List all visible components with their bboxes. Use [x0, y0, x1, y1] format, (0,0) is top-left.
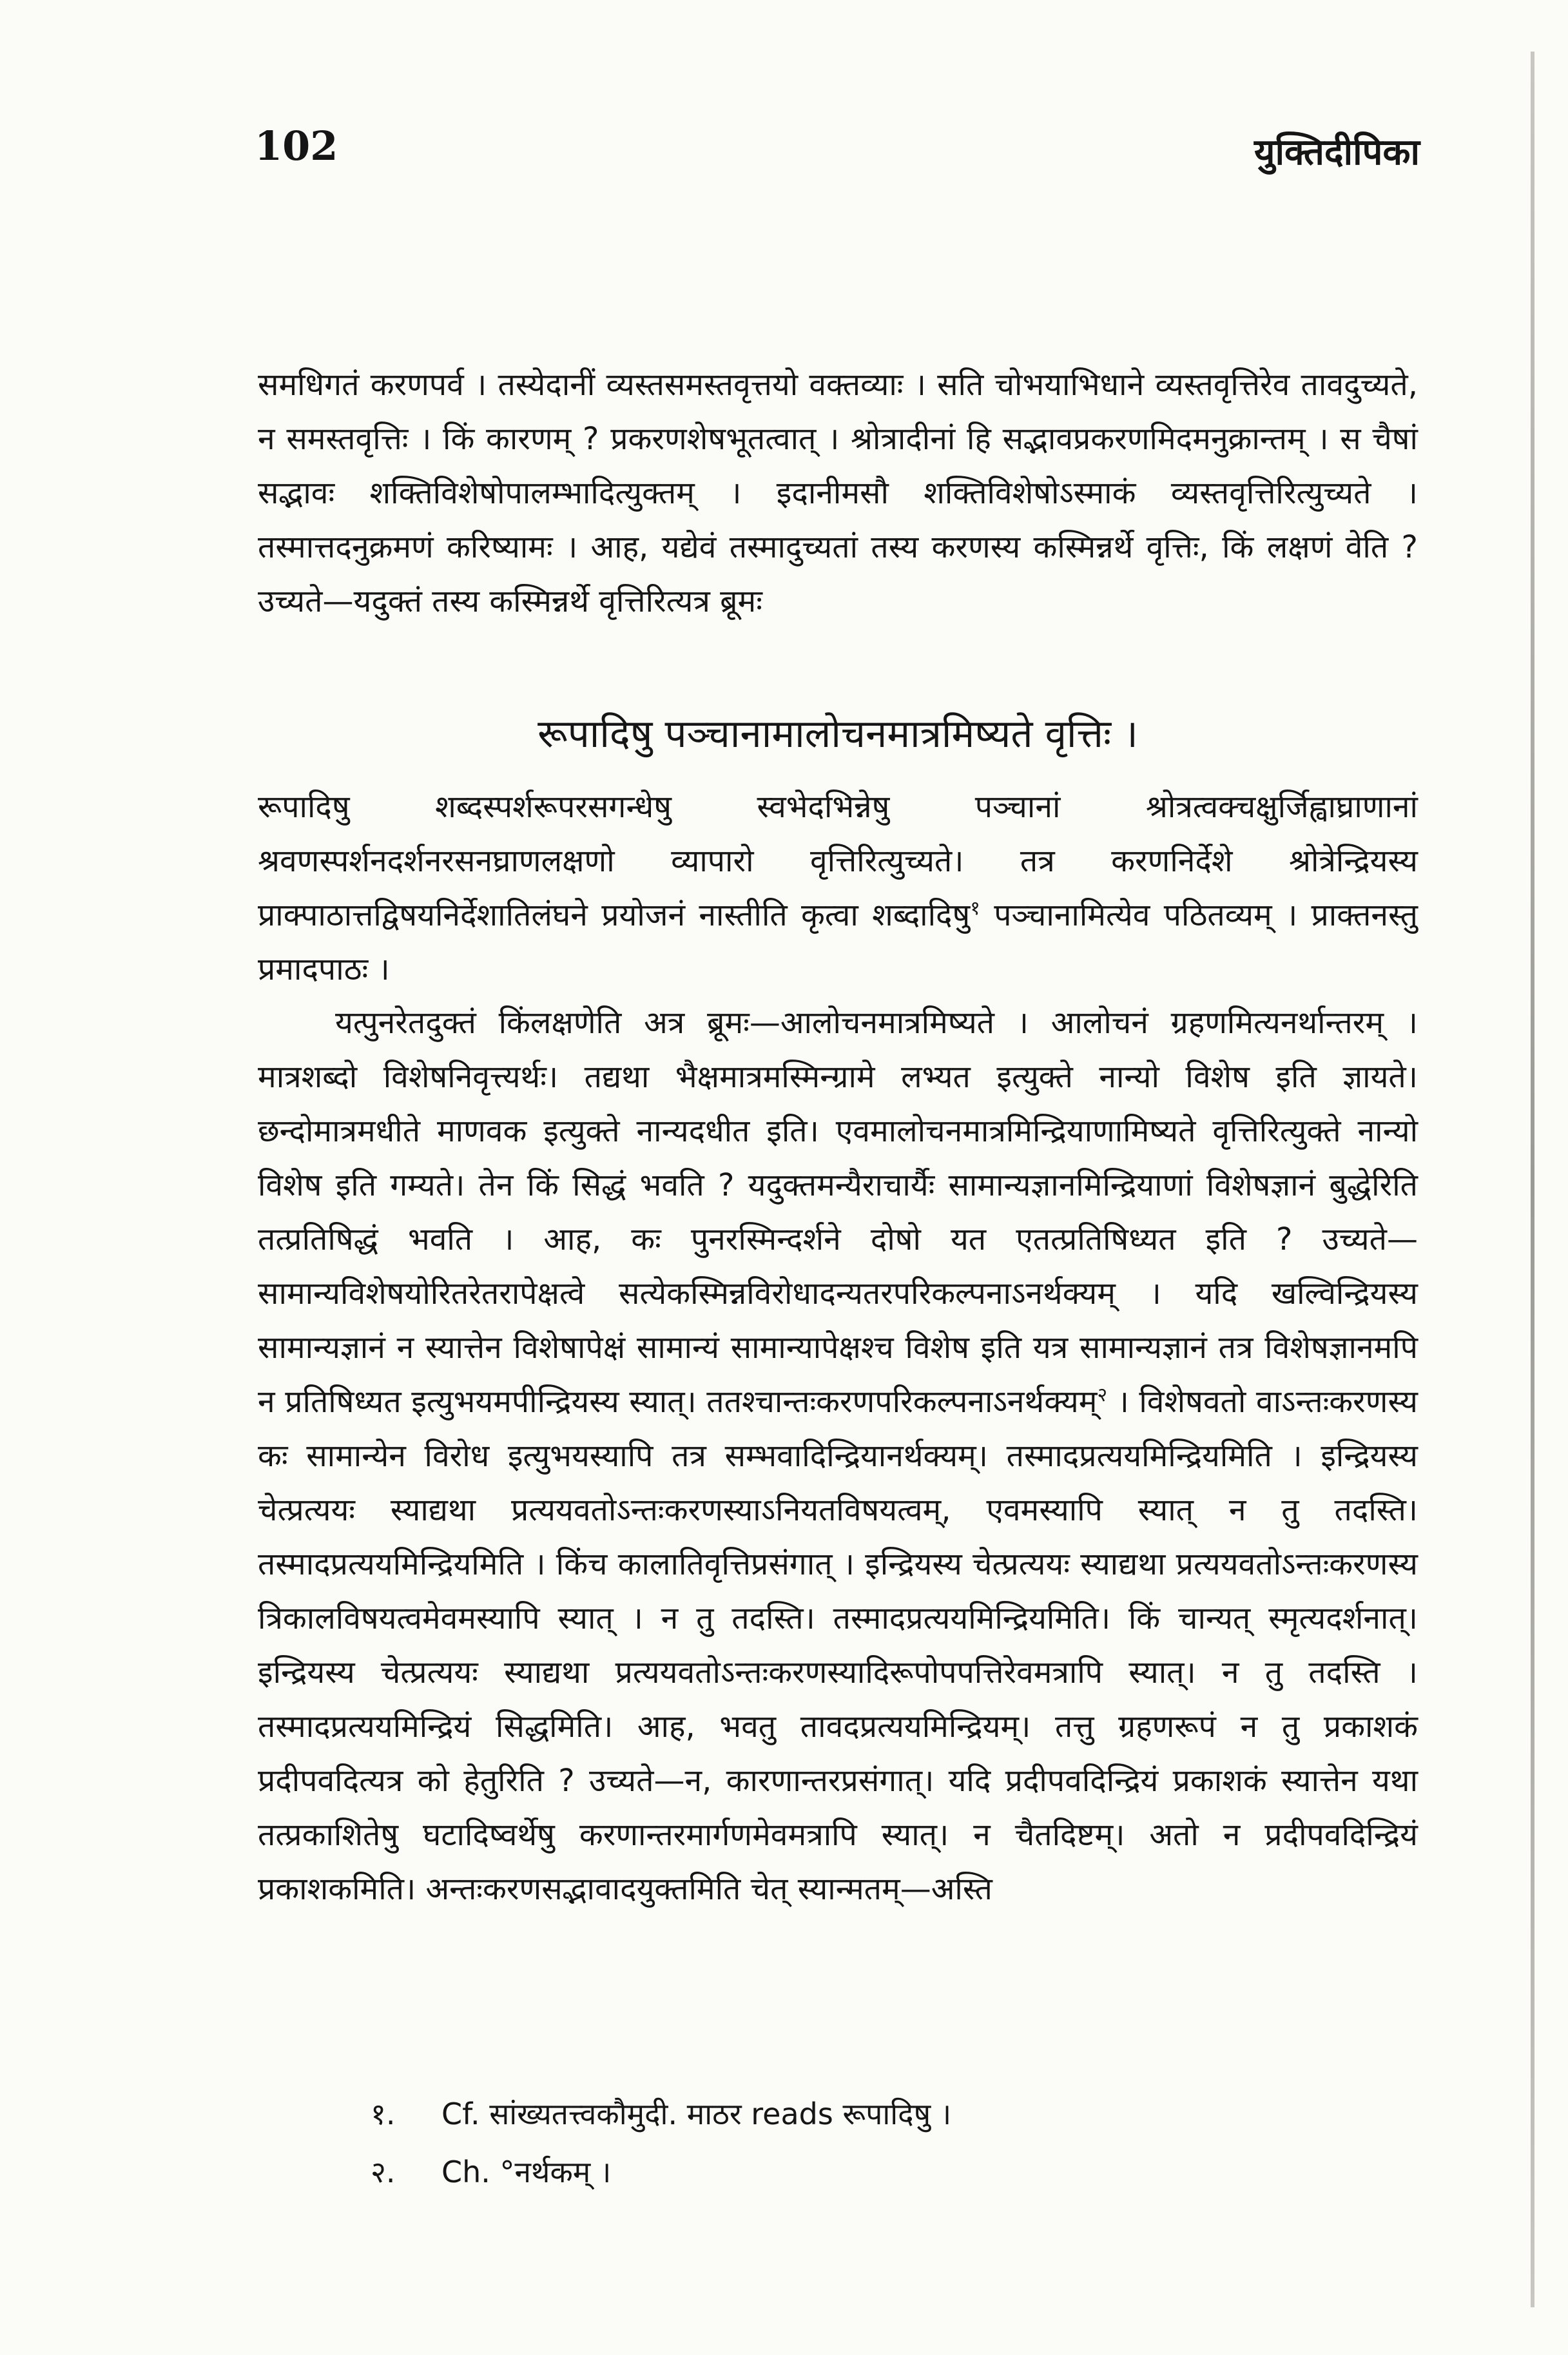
- paragraph-3: [258, 996, 1418, 1916]
- sutra-verse: रूपादिषु पञ्चानामालोचनमात्रमिष्यते वृत्तिः ।: [537, 712, 1138, 757]
- footnote-marker-1: १: [970, 897, 980, 920]
- footnote-item: [371, 2143, 951, 2201]
- footnote-number: १.: [371, 2097, 396, 2131]
- page-number: 102: [255, 122, 338, 170]
- footnote-text: Ch. °नर्थकम् ।: [441, 2155, 612, 2189]
- paragraph-2: [258, 780, 1418, 996]
- paragraph-3-text-b: । विशेषवतो वाऽन्तःकरणस्य कः सामान्येन विरोध इत्युभयस्यापि तत्र सम्भवादिन्द्रियानर्थक्यम्। तस्मादप्रत्ययमिन्द्रियमिति । इन्द्रियस्य चेत्प्रत्ययः स्याद्यथा प्रत्ययवतोऽन्तःकरणस्याऽनियतविषयत्वम्, एवमस्यापि स्यात् न तु तदस्ति। तस्मादप्रत्ययमिन्द्रियमिति । किंच कालातिवृत्तिप्रसंगात् । इन्द्रियस्य चेत्प्रत्ययः स्याद्यथा प्रत्ययवतोऽन्तःकरणस्य त्रिकालविषयत्वमेवमस्यापि स्यात् । न तु तदस्ति। तस्मादप्रत्ययमिन्द्रियमिति। किं चान्यत् स्मृत्यदर्शनात्। इन्द्रियस्य चेत्प्रत्ययः स्याद्यथा प्रत्ययवतोऽन्तःकरणस्यादिरूपोपपत्तिरेवमत्रापि स्यात्। न तु तदस्ति । तस्मादप्रत्ययमिन्द्रियं सिद्धमिति। आह, भवतु तावदप्रत्ययमिन्द्रियम्। तत्तु ग्रहणरूपं न तु प्रकाशकं प्रदीपवदित्यत्र को हेतुरिति ? उच्यते—न, कारणान्तरप्रसंगात्। यदि प्रदीपवदिन्द्रियं प्रकाशकं स्यात्तेन यथा तत्प्रकाशितेषु घटादिष्वर्थेषु करणान्तरमार्गणमेवमत्रापि स्यात्। न चैतदिष्टम्। अतो न प्रदीपवदिन्द्रियं प्रकाशकमिति। अन्तःकरणसद्भावादयुक्तमिति चेत् स्यान्मतम्—अस्ति: [258, 1384, 1418, 1907]
- footnote-item: [371, 2085, 951, 2143]
- running-title: युक्तिदीपिका: [1254, 131, 1420, 173]
- paragraph-1: समधिगतं करणपर्व । तस्येदानीं व्यस्तसमस्तवृत्तयो वक्तव्याः । सति चोभयाभिधाने व्यस्तवृत्तिरेव तावदुच्यते, न समस्तवृत्तिः । किं कारणम् ? प्रकरणशेषभूतत्वात् । श्रोत्रादीनां हि सद्भावप्रकरणमिदमनुक्रान्तम् । स चैषां सद्भावः शक्तिविशेषोपालम्भादित्युक्तम् । इदानीमसौ शक्तिविशेषोऽस्माकं व्यस्तवृत्तिरित्युच्यते । तस्मात्तदनुक्रमणं करिष्यामः । आह, यद्येवं तस्मादुच्यतां तस्य करणस्य कस्मिन्नर्थे वृत्तिः, किं लक्षणं वेति ? उच्यते—यदुक्तं तस्य कस्मिन्नर्थे वृत्तिरित्यत्र ब्रूमः: [258, 367, 1418, 619]
- footnote-number: २.: [371, 2155, 396, 2189]
- binding-edge: [1531, 52, 1534, 2307]
- paragraph-3-text-a: यत्पुनरेतदुक्तं किंलक्षणेति अत्र ब्रूमः—आलोचनमात्रमिष्यते । आलोचनं ग्रहणमित्यनर्थान्तरम् । मात्रशब्दो विशेषनिवृत्त्यर्थः। तद्यथा भैक्षमात्रमस्मिन्ग्रामे लभ्यत इत्युक्ते नान्यो विशेष इति ज्ञायते। छन्दोमात्रमधीते माणवक इत्युक्ते नान्यदधीत इति। एवमालोचनमात्रमिन्द्रियाणामिष्यते वृत्तिरित्युक्ते नान्यो विशेष इति गम्यते। तेन किं सिद्धं भवति ? यदुक्तमन्यैराचार्यैः सामान्यज्ञानमिन्द्रियाणां विशेषज्ञानं बुद्धेरिति तत्प्रतिषिद्धं भवति । आह, कः पुनरस्मिन्दर्शने दोषो यत एतत्प्रतिषिध्यत इति ? उच्यते—सामान्यविशेषयोरितरेतरापेक्षत्वे सत्येकस्मिन्नविरोधादन्यतरपरिकल्पनाऽनर्थक्यम् । यदि खल्विन्द्रियस्य सामान्यज्ञानं न स्यात्तेन विशेषापेक्षं सामान्यं सामान्यापेक्षश्च विशेष इति यत्र सामान्यज्ञानं तत्र विशेषज्ञानमपि न प्रतिषिध्यत इत्युभयमपीन्द्रियस्य स्यात्। ततश्चान्तःकरणपरिकल्पनाऽनर्थक्यम्: [258, 1005, 1418, 1420]
- footnote-text: Cf. सांख्यतत्त्वकौमुदी. माठर reads रूपादिषु ।: [441, 2097, 952, 2131]
- footnote-marker-2: २: [1097, 1384, 1108, 1406]
- paragraph-2-text-b: पञ्चानामित्येव पठितव्यम् । प्राक्तनस्तु प्रमादपाठः ।: [258, 897, 1418, 987]
- paragraph-2-text-a: रूपादिषु शब्दस्पर्शरूपरसगन्धेषु स्वभेदभिन्नेषु पञ्चानां श्रोत्रत्वक्चक्षुर्जिह्वाघ्राणानां श्रवणस्पर्शनदर्शनरसनघ्राणलक्षणो व्यापारो वृत्तिरित्युच्यते। तत्र करणनिर्देशे श्रोत्रेन्द्रियस्य प्राक्पाठात्तद्विषयनिर्देशातिलंघने प्रयोजनं नास्तीति कृत्वा शब्दादिषु: [258, 789, 1418, 933]
- footnotes: [371, 2085, 951, 2201]
